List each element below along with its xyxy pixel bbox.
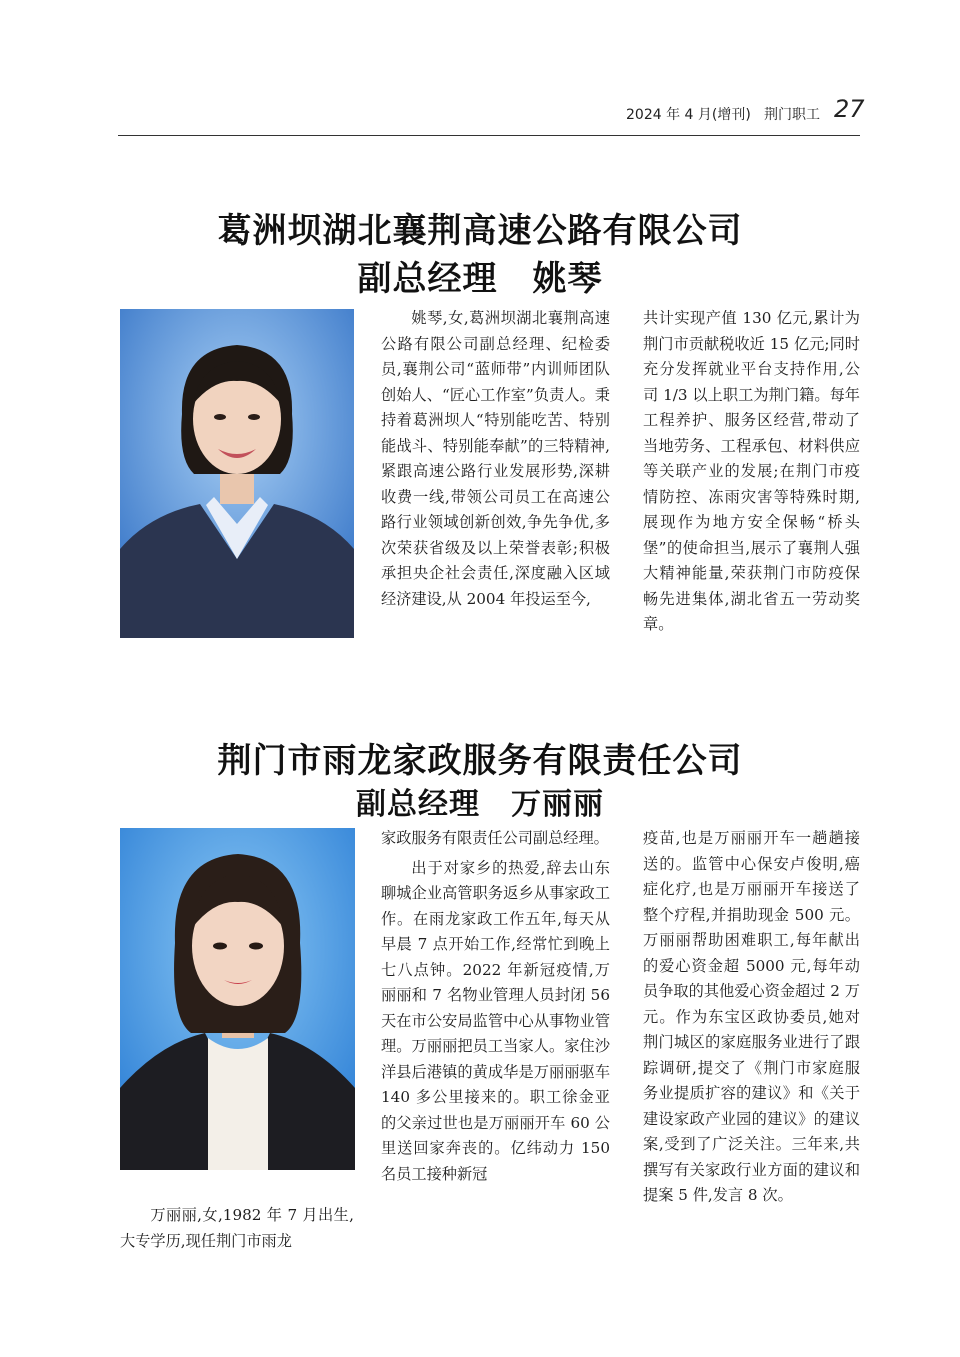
article1-title-person: 副总经理 姚琴 bbox=[357, 259, 603, 299]
article2-column-2 bbox=[643, 826, 860, 1209]
article1-title-company: 葛洲坝湖北襄荆高速公路有限公司 bbox=[217, 211, 743, 251]
article2-column-1 bbox=[381, 826, 610, 1187]
article2-paragraph-2: 出于对家乡的热爱,辞去山东聊城企业高管职务返乡从事家政工作。在雨龙家政工作五年,每天从早晨 7 点开始工作,经常忙到晚上七八点钟。2022 年新冠疫情,万丽丽和 7 名物业管理人员封闭 56 天在市公安局监管中心从事物业管理。万丽丽把员工当家人。家住沙洋县后港镇的黄成华是万丽丽驱车 140 多公里接来的。职工徐金亚的父亲过世也是万丽丽开车 60 公里送回家奔丧的。亿纬动力 150 名员工接种新冠 bbox=[381, 858, 610, 1183]
page-number: 27 bbox=[834, 95, 865, 123]
article2-title-company: 荆门市雨龙家政服务有限责任公司 bbox=[217, 741, 743, 781]
issue-date: 2024 年 4 月(增刊) bbox=[626, 107, 751, 123]
caption-wan-lili bbox=[120, 1202, 354, 1254]
article2-paragraph-3: 疫苗,也是万丽丽开车一趟趟接送的。监管中心保安卢俊明,癌症化疗,也是万丽丽开车接送了整个疗程,并捐助现金 500 元。万丽丽帮助困难职工,每年献出的爱心资金超 5000 元,每年动员争取的其他爱心资金超过 2 万元。作为东宝区政协委员,她对荆门城区的家庭服务业进行了跟踪调研,提交了《荆门市家庭服务业提质扩容的建议》和《关于建设家政产业园的建议》的建议案,受到了广泛关注。三年来,共撰写有关家政行业方面的建议和提案 5 件,发言 8 次。 bbox=[643, 829, 860, 1204]
header-rule bbox=[118, 135, 860, 136]
magazine-name: 荆门职工 bbox=[764, 107, 820, 123]
article2-paragraph-1: 家政服务有限责任公司副总经理。 bbox=[381, 829, 609, 847]
article1-column-1 bbox=[381, 306, 610, 612]
caption-text: 万丽丽,女,1982 年 7 月出生,大专学历,现任荆门市雨龙 bbox=[120, 1206, 354, 1250]
article1-paragraph-1: 姚琴,女,葛洲坝湖北襄荆高速公路有限公司副总经理、纪检委员,襄荆公司“蓝师带”内训师团队创始人、“匠心工作室”负责人。秉持着葛洲坝人“特别能吃苦、特别能战斗、特别能奉献”的三特精神,紧跟高速公路行业发展形势,深耕收费一线,带领公司员工在高速公路行业领域创新创效,争先争优,多次荣获省级及以上荣誉表彰;积极承担央企社会责任,深度融入区域经济建设,从 2004 年投运至今, bbox=[381, 309, 610, 608]
article2-title-person: 副总经理 万丽丽 bbox=[356, 787, 604, 822]
portrait-wan-lili bbox=[120, 828, 355, 1170]
portrait-yao-qin bbox=[120, 309, 354, 638]
article1-column-2 bbox=[643, 306, 860, 638]
article1-paragraph-2: 共计实现产值 130 亿元,累计为荆门市贡献税收近 15 亿元;同时充分发挥就业平台支持作用,公司 1/3 以上职工为荆门籍。每年工程养护、服务区经营,带动了当地劳务、工程承包、材料供应等关联产业的发展;在荆门市疫情防控、冻雨灾害等特殊时期,展现作为地方安全保畅“桥头堡”的使命担当,展示了襄荆人强大精神能量,荣获荆门市防疫保畅先进集体,湖北省五一劳动奖章。 bbox=[643, 309, 860, 633]
